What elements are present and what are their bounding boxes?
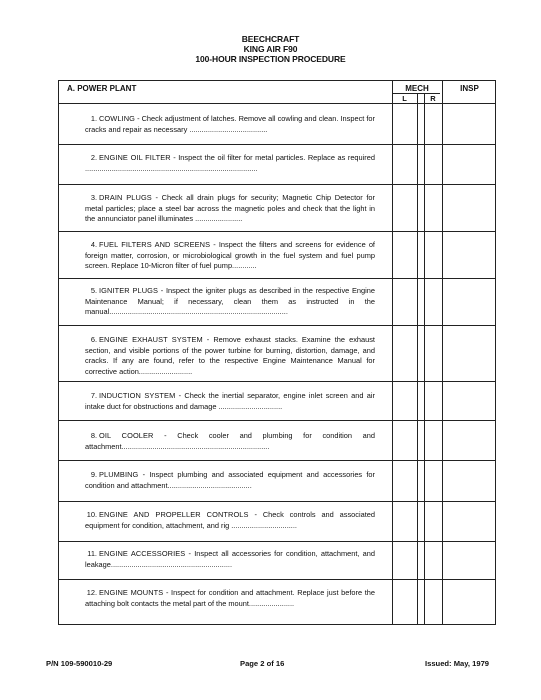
item-number: 6. — [90, 335, 97, 344]
row-separator — [59, 184, 495, 185]
row-separator — [59, 278, 495, 279]
row-separator — [59, 420, 495, 421]
item-text: - Inspect the oil filter for metal particles. Replace as required .................................................................................... — [85, 153, 375, 173]
section-title: A. POWER PLANT — [67, 84, 137, 93]
mech-l-header: L — [402, 94, 407, 103]
row-separator — [59, 541, 495, 542]
row-separator — [59, 144, 495, 145]
item-number: 9. — [90, 470, 97, 479]
header-company: BEECHCRAFT — [241, 34, 300, 44]
mech-r-header: R — [430, 94, 436, 103]
item-text: - Inspect plumbing and associated equipment and accessories for condition and attachment......................................... — [85, 470, 375, 490]
header-procedure: 100-HOUR INSPECTION PROCEDURE — [195, 54, 346, 64]
item-text: - Inspect all accessories for condition, attachment, and leakage........................................................... — [85, 549, 376, 569]
item-text: - Check cooler and plumbing for condition and attachment........................................................................ — [85, 431, 375, 451]
item-title: ENGINE ACCESSORIES — [99, 549, 186, 558]
document-header — [0, 34, 541, 64]
header-model: KING AIR F90 — [243, 44, 298, 54]
item-title: FUEL FILTERS AND SCREENS — [99, 240, 211, 249]
row-separator — [59, 579, 495, 580]
item-text: - Inspect for condition and attachment. Replace just before the attaching bolt contacts the metal part of the mount...................... — [85, 588, 376, 608]
inspection-item-engine-mounts — [85, 588, 375, 609]
item-title: COWLING — [99, 114, 136, 123]
item-text: - Check controls and associated equipment for condition, attachment, and rig ................................ — [85, 510, 375, 530]
item-title: INDUCTION SYSTEM — [99, 391, 176, 400]
inspection-item-plumbing — [85, 470, 375, 491]
item-number: 11. — [87, 549, 97, 558]
inspection-item-engine-propeller-controls — [85, 510, 375, 531]
item-title: IGNITER PLUGS — [99, 286, 159, 295]
item-text: - Check adjustment of latches. Remove all cowling and clean. Inspect for cracks and repair as necessary ...................................... — [85, 114, 375, 134]
item-title: OIL COOLER — [99, 431, 154, 440]
item-number: 12. — [86, 588, 97, 597]
col-divider-mech — [392, 81, 393, 624]
item-number: 4. — [90, 240, 97, 249]
item-title: ENGINE AND PROPELLER CONTROLS — [99, 510, 249, 519]
row-separator — [59, 231, 495, 232]
col-divider-insp — [442, 81, 443, 624]
col-divider-lr — [417, 93, 418, 624]
item-text: - Check the inertial separator, engine inlet screen and air intake duct for obstructions and damage ............................... — [85, 391, 375, 411]
item-number: 10. — [86, 510, 97, 519]
inspection-item-cowling — [85, 114, 375, 135]
inspection-table — [58, 80, 496, 625]
header-bottom-line — [59, 103, 495, 104]
item-text: - Remove exhaust stacks. Examine the exhaust section, and visible portions of the power turbine for burning, distortion, damage, and cracks. If any are found, refer to the respective Engine Maintenance Manual for corrective action.......................... — [85, 335, 375, 376]
row-separator — [59, 501, 495, 502]
mech-header: MECH — [405, 84, 429, 93]
insp-header: INSP — [460, 84, 479, 93]
item-title: ENGINE EXHAUST SYSTEM — [99, 335, 203, 344]
inspection-item-engine-oil-filter — [85, 153, 375, 174]
item-number: 7. — [90, 391, 97, 400]
item-number: 2. — [90, 153, 97, 162]
item-title: PLUMBING — [99, 470, 139, 479]
item-text: - Inspect the filters and screens for evidence of foreign matter, corrosion, or microbiological growth in the fuel system and fuel pump screen. Replace 10-Micron filter of fuel pump............ — [85, 240, 375, 270]
inspection-item-igniter-plugs — [85, 286, 375, 318]
item-text: - Check all drain plugs for security; Magnetic Chip Detector for metal particles; place a steel bar across the magnetic poles and check that the light in the annunciator panel illuminates ....................... — [85, 193, 375, 223]
footer-page-number: Page 2 of 16 — [240, 659, 285, 668]
row-separator — [59, 460, 495, 461]
item-text: - Inspect the igniter plugs as described in the respective Engine Maintenance Manual; if necessary, clean them as instructed in the manual....................................................................................... — [85, 286, 375, 316]
inspection-item-oil-cooler — [85, 431, 375, 452]
item-number: 3. — [90, 193, 97, 202]
item-title: ENGINE MOUNTS — [99, 588, 164, 597]
item-number: 1. — [90, 114, 97, 123]
inspection-item-engine-exhaust — [85, 335, 375, 377]
inspection-item-induction-system — [85, 391, 375, 412]
row-separator — [59, 381, 495, 382]
inspection-item-drain-plugs — [85, 193, 375, 225]
item-number: 8. — [90, 431, 97, 440]
item-title: DRAIN PLUGS — [99, 193, 152, 202]
row-separator — [59, 325, 495, 326]
inspection-item-fuel-filters — [85, 240, 375, 272]
col-divider-r — [424, 93, 425, 624]
item-title: ENGINE OIL FILTER — [99, 153, 171, 162]
footer-part-number: P/N 109-590010-29 — [46, 659, 113, 668]
footer-issued-date: Issued: May, 1979 — [425, 659, 490, 668]
item-number: 5. — [90, 286, 97, 295]
inspection-item-engine-accessories — [85, 549, 375, 570]
